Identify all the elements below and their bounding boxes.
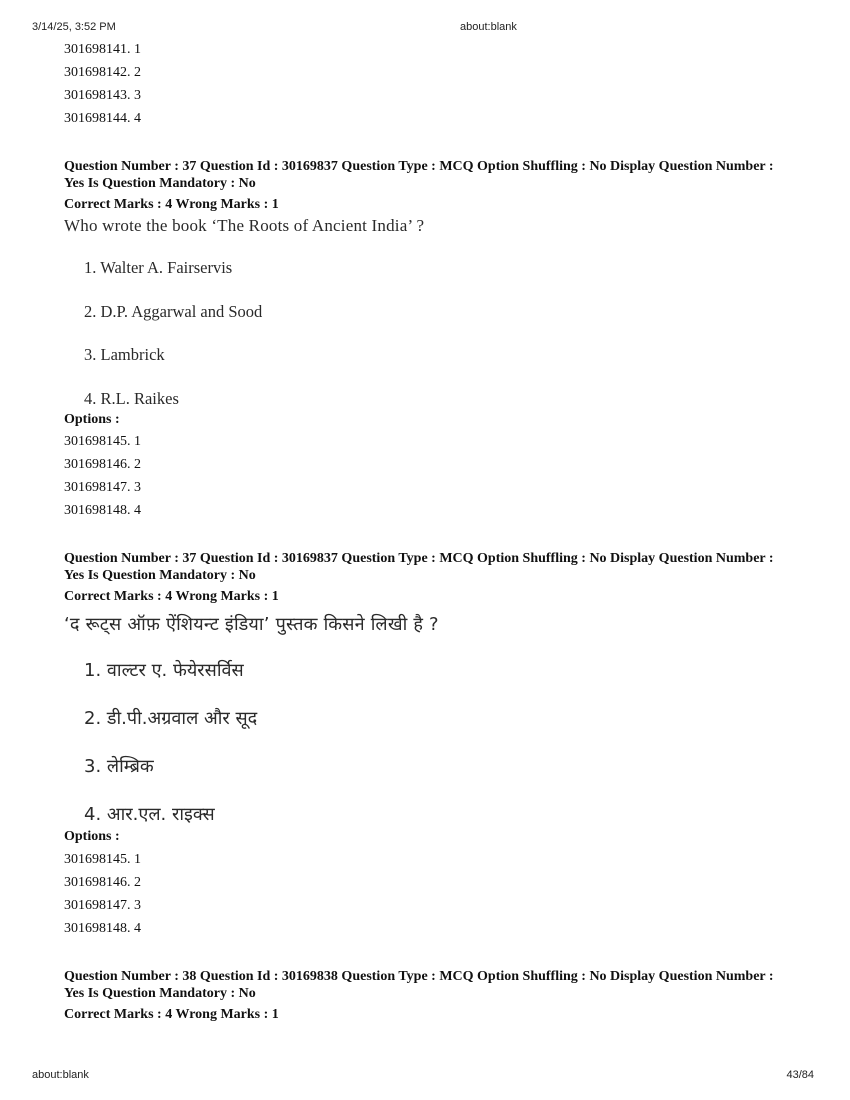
option-id: 301698147. 3 — [64, 480, 141, 495]
page-number: 43/84 — [786, 1069, 814, 1081]
answer-choice: 3. लेम्ब्रिक — [84, 756, 154, 777]
option-id: 301698148. 4 — [64, 503, 141, 518]
question-meta: Question Number : 38 Question Id : 30169838 Question Type : MCQ Option Shuffling : No Display Question Number : Yes Is Question Mandatory : No — [64, 969, 774, 1001]
option-id: 301698141. 1 — [64, 42, 141, 57]
question-marks: Correct Marks : 4 Wrong Marks : 1 — [64, 589, 279, 604]
question-stem: ‘द रूट्स ऑफ़ ऐंशियन्ट इंडिया’ पुस्तक किसने लिखी है ? — [64, 614, 439, 635]
option-id: 301698148. 4 — [64, 921, 141, 936]
print-url: about:blank — [460, 21, 517, 33]
option-id: 301698146. 2 — [64, 875, 141, 890]
answer-choice: 2. D.P. Aggarwal and Sood — [84, 302, 263, 321]
option-id: 301698145. 1 — [64, 434, 141, 449]
question-marks: Correct Marks : 4 Wrong Marks : 1 — [64, 1007, 279, 1022]
answer-choice: 4. R.L. Raikes — [84, 389, 179, 408]
footer-url: about:blank — [32, 1069, 89, 1081]
answer-choice: 3. Lambrick — [84, 345, 165, 364]
option-id: 301698143. 3 — [64, 88, 141, 103]
answer-choice: 2. डी.पी.अग्रवाल और सूद — [84, 708, 258, 729]
print-datetime: 3/14/25, 3:52 PM — [32, 21, 116, 33]
answer-choice: 1. वाल्टर ए. फेयेरसर्विस — [84, 660, 244, 681]
option-id: 301698144. 4 — [64, 111, 141, 126]
options-label: Options : — [64, 412, 120, 427]
question-meta: Question Number : 37 Question Id : 30169837 Question Type : MCQ Option Shuffling : No Display Question Number : Yes Is Question Mandatory : No — [64, 159, 774, 191]
option-id: 301698147. 3 — [64, 898, 141, 913]
option-id: 301698145. 1 — [64, 852, 141, 867]
option-id: 301698142. 2 — [64, 65, 141, 80]
option-id: 301698146. 2 — [64, 457, 141, 472]
question-meta: Question Number : 37 Question Id : 30169837 Question Type : MCQ Option Shuffling : No Display Question Number : Yes Is Question Mandatory : No — [64, 551, 774, 583]
options-label: Options : — [64, 829, 120, 844]
answer-choice: 1. Walter A. Fairservis — [84, 258, 233, 277]
question-marks: Correct Marks : 4 Wrong Marks : 1 — [64, 197, 279, 212]
answer-choice: 4. आर.एल. राइक्स — [84, 804, 215, 825]
question-stem: Who wrote the book ‘The Roots of Ancient India’ ? — [64, 216, 425, 235]
